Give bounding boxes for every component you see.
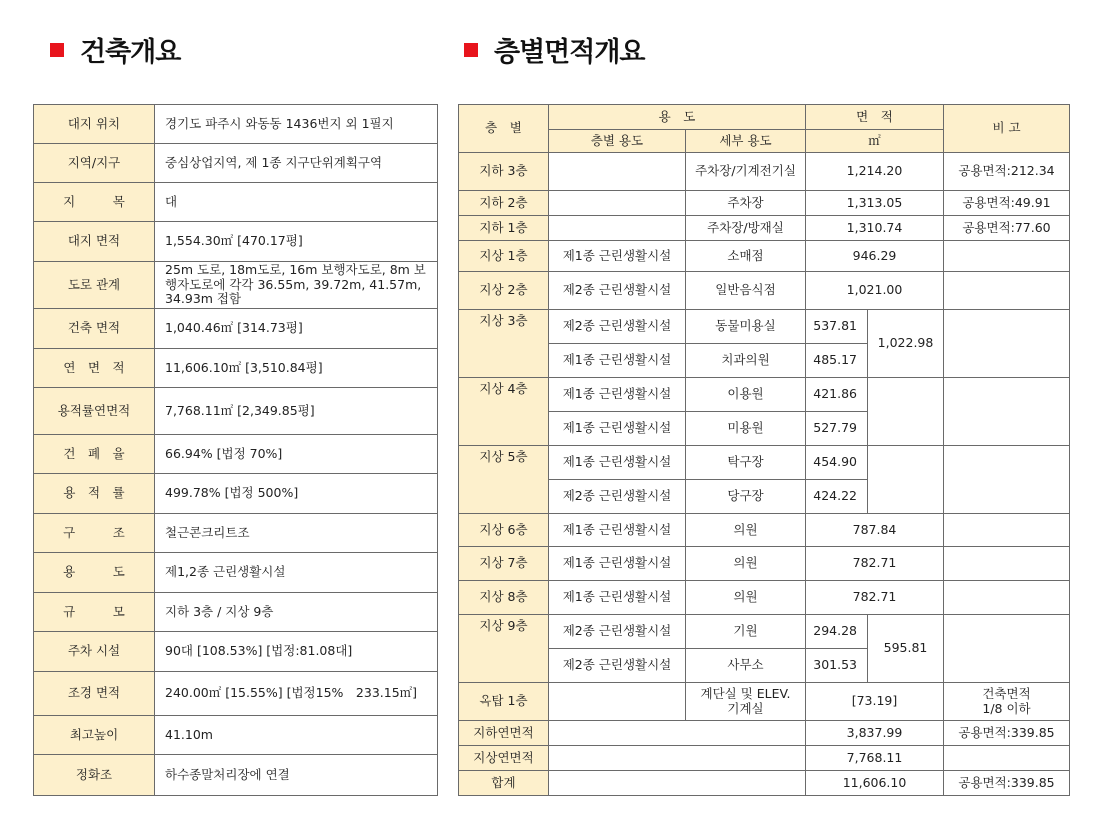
area-cell: 787.84	[806, 514, 944, 547]
floor-label: 지상 9층	[459, 615, 549, 683]
red-square-bullet-icon	[464, 43, 478, 57]
area-total-cell: 595.81	[868, 615, 944, 683]
note-cell: 공용면적:49.91	[944, 191, 1070, 216]
floor-label: 지상 6층	[459, 514, 549, 547]
area-cell: 454.90	[806, 446, 868, 480]
area-total-cell	[868, 446, 944, 514]
floor-use-cell	[549, 191, 686, 216]
summary-value: 41.10m	[155, 716, 438, 755]
note-cell: 건축면적 1/8 이하	[944, 683, 1070, 721]
table-row	[34, 672, 438, 716]
detail-use-cell: 이용원	[686, 378, 806, 412]
table-row	[459, 378, 1070, 412]
note-cell: 공용면적:339.85	[944, 771, 1070, 796]
area-cell: 537.81	[806, 310, 868, 344]
area-cell: 7,768.11	[806, 746, 944, 771]
table-row	[459, 615, 1070, 649]
note-cell	[944, 272, 1070, 310]
floor-label: 지하 1층	[459, 216, 549, 241]
floor-label: 옥탑 1층	[459, 683, 549, 721]
summary-label: 용 적 률	[34, 474, 155, 514]
table-row	[34, 593, 438, 632]
detail-use-cell: 의원	[686, 581, 806, 615]
table-row	[34, 474, 438, 514]
summary-value: 11,606.10㎡ [3,510.84평]	[155, 349, 438, 388]
detail-use-cell: 계단실 및 ELEV. 기계실	[686, 683, 806, 721]
area-cell: 946.29	[806, 241, 944, 272]
floor-use-cell: 제1종 근린생활시설	[549, 241, 686, 272]
empty-cell	[686, 721, 806, 746]
table-row	[459, 310, 1070, 344]
floor-label: 지하 3층	[459, 153, 549, 191]
header-unit: ㎡	[806, 130, 944, 153]
empty-cell	[549, 746, 686, 771]
summary-title: 건축개요	[80, 37, 181, 68]
floor-use-cell: 제2종 근린생활시설	[549, 480, 686, 514]
summary-label: 조경 면적	[34, 672, 155, 716]
summary-label: 도로 관계	[34, 262, 155, 309]
summary-value: 하수종말처리장에 연결	[155, 755, 438, 796]
table-row	[459, 683, 1070, 721]
summary-label: 용적률연면적	[34, 388, 155, 435]
floor-label: 지상 1층	[459, 241, 549, 272]
summary-value: 철근콘크리트조	[155, 514, 438, 553]
header-detail-use: 세부 용도	[686, 130, 806, 153]
summary-label: 건축 면적	[34, 309, 155, 349]
floor-use-cell: 제2종 근린생활시설	[549, 272, 686, 310]
area-cell: 1,310.74	[806, 216, 944, 241]
area-cell: 294.28	[806, 615, 868, 649]
summary-value: 240.00㎡ [15.55%] [법정15% 233.15㎡]	[155, 672, 438, 716]
area-cell: 301.53	[806, 649, 868, 683]
area-cell: 424.22	[806, 480, 868, 514]
empty-cell	[549, 721, 686, 746]
header-floor-use: 층별 용도	[549, 130, 686, 153]
floor-label: 지상 7층	[459, 547, 549, 581]
detail-use-cell: 동물미용실	[686, 310, 806, 344]
note-cell	[944, 514, 1070, 547]
floor-use-cell: 제2종 근린생활시설	[549, 615, 686, 649]
floor-label: 지상 5층	[459, 446, 549, 514]
area-cell: 782.71	[806, 547, 944, 581]
summary-body	[34, 105, 438, 796]
table-row	[459, 153, 1070, 191]
summary-label: 용 도	[34, 553, 155, 593]
table-row	[34, 222, 438, 262]
summary-label: 구 조	[34, 514, 155, 553]
summary-label: 정화조	[34, 755, 155, 796]
floor-use-cell	[549, 216, 686, 241]
floor-label: 지하 2층	[459, 191, 549, 216]
area-cell: 485.17	[806, 344, 868, 378]
area-total-cell: 1,022.98	[868, 310, 944, 378]
table-row	[459, 241, 1070, 272]
floor-use-cell: 제1종 근린생활시설	[549, 412, 686, 446]
detail-use-cell: 주차장/기계전기실	[686, 153, 806, 191]
detail-use-cell: 일반음식점	[686, 272, 806, 310]
floor-label: 지상 4층	[459, 378, 549, 446]
table-row	[459, 446, 1070, 480]
area-cell: 11,606.10	[806, 771, 944, 796]
header-use: 용 도	[549, 105, 806, 130]
summary-value: 제1,2종 근린생활시설	[155, 553, 438, 593]
table-row	[34, 514, 438, 553]
area-cell: 1,021.00	[806, 272, 944, 310]
summary-label: 대지 면적	[34, 222, 155, 262]
floor-use-cell: 제1종 근린생활시설	[549, 547, 686, 581]
summary-value: 90대 [108.53%] [법정:81.08대]	[155, 632, 438, 672]
note-cell	[944, 547, 1070, 581]
summary-label: 지 목	[34, 183, 155, 222]
floor-label: 지상 2층	[459, 272, 549, 310]
detail-use-cell: 주차장	[686, 191, 806, 216]
summary-value: 25m 도로, 18m도로, 16m 보행자도로, 8m 보행자도로에 각각 36.55m, 39.72m, 41.57m, 34.93m 접함	[155, 262, 438, 309]
table-row	[459, 746, 1070, 771]
summary-value: 499.78% [법정 500%]	[155, 474, 438, 514]
table-row	[34, 632, 438, 672]
floor-use-cell: 제1종 근린생활시설	[549, 378, 686, 412]
floor-use-cell: 제2종 근린생활시설	[549, 649, 686, 683]
detail-use-cell: 탁구장	[686, 446, 806, 480]
area-cell: 1,313.05	[806, 191, 944, 216]
note-cell: 공용면적:77.60	[944, 216, 1070, 241]
table-row	[459, 191, 1070, 216]
summary-heading	[50, 30, 180, 69]
detail-use-cell: 주차장/방재실	[686, 216, 806, 241]
header-area: 면 적	[806, 105, 944, 130]
header-floor: 층 별	[459, 105, 549, 153]
area-total-cell	[868, 378, 944, 446]
summary-value: 대	[155, 183, 438, 222]
total-label: 지하연면적	[459, 721, 549, 746]
empty-cell	[686, 771, 806, 796]
building-summary-table	[33, 104, 438, 796]
table-row	[459, 547, 1070, 581]
total-label: 지상연면적	[459, 746, 549, 771]
summary-value: 중심상업지역, 제 1종 지구단위계획구역	[155, 144, 438, 183]
detail-use-cell: 치과의원	[686, 344, 806, 378]
detail-use-cell: 의원	[686, 547, 806, 581]
area-cell: 421.86	[806, 378, 868, 412]
table-row	[34, 144, 438, 183]
area-cell: [73.19]	[806, 683, 944, 721]
note-cell	[944, 581, 1070, 615]
summary-value: 지하 3층 / 지상 9층	[155, 593, 438, 632]
area-cell: 3,837.99	[806, 721, 944, 746]
table-row	[459, 514, 1070, 547]
table-row	[34, 309, 438, 349]
detail-use-cell: 미용원	[686, 412, 806, 446]
area-cell: 1,214.20	[806, 153, 944, 191]
empty-cell	[549, 771, 686, 796]
floor-label: 지상 3층	[459, 310, 549, 378]
area-cell: 782.71	[806, 581, 944, 615]
floor-use-cell: 제1종 근린생활시설	[549, 581, 686, 615]
table-row	[459, 272, 1070, 310]
detail-use-cell: 소매점	[686, 241, 806, 272]
detail-use-cell: 당구장	[686, 480, 806, 514]
note-cell	[944, 746, 1070, 771]
table-row	[459, 581, 1070, 615]
floors-title: 층별면적개요	[494, 37, 645, 68]
note-cell	[944, 310, 1070, 378]
note-cell: 공용면적:212.34	[944, 153, 1070, 191]
table-row	[34, 183, 438, 222]
summary-label: 규 모	[34, 593, 155, 632]
table-row	[459, 771, 1070, 796]
area-cell: 527.79	[806, 412, 868, 446]
floors-heading	[464, 30, 645, 69]
detail-use-cell: 기원	[686, 615, 806, 649]
floor-use-cell: 제2종 근린생활시설	[549, 310, 686, 344]
empty-cell	[686, 746, 806, 771]
note-cell: 공용면적:339.85	[944, 721, 1070, 746]
floor-use-cell: 제1종 근린생활시설	[549, 514, 686, 547]
table-row	[34, 105, 438, 144]
note-cell	[944, 446, 1070, 514]
table-row	[34, 388, 438, 435]
detail-use-cell: 사무소	[686, 649, 806, 683]
table-row	[34, 349, 438, 388]
summary-value: 1,554.30㎡ [470.17평]	[155, 222, 438, 262]
red-square-bullet-icon	[50, 43, 64, 57]
summary-value: 7,768.11㎡ [2,349.85평]	[155, 388, 438, 435]
detail-use-cell: 의원	[686, 514, 806, 547]
note-cell	[944, 615, 1070, 683]
floor-label: 지상 8층	[459, 581, 549, 615]
summary-label: 건 폐 율	[34, 435, 155, 474]
summary-value: 66.94% [법정 70%]	[155, 435, 438, 474]
floor-use-cell	[549, 683, 686, 721]
floor-area-table	[458, 104, 1070, 796]
table-row	[459, 216, 1070, 241]
summary-label: 주차 시설	[34, 632, 155, 672]
floor-use-cell: 제1종 근린생활시설	[549, 446, 686, 480]
floor-use-cell	[549, 153, 686, 191]
summary-label: 최고높이	[34, 716, 155, 755]
table-row	[34, 435, 438, 474]
table-row	[34, 755, 438, 796]
summary-value: 경기도 파주시 와동동 1436번지 외 1필지	[155, 105, 438, 144]
table-row	[34, 262, 438, 309]
total-label: 합계	[459, 771, 549, 796]
summary-label: 연 면 적	[34, 349, 155, 388]
summary-label: 지역/지구	[34, 144, 155, 183]
header-note: 비 고	[944, 105, 1070, 153]
table-row	[459, 721, 1070, 746]
summary-value: 1,040.46㎡ [314.73평]	[155, 309, 438, 349]
floor-use-cell: 제1종 근린생활시설	[549, 344, 686, 378]
note-cell	[944, 378, 1070, 446]
table-row	[34, 553, 438, 593]
table-row	[34, 716, 438, 755]
note-cell	[944, 241, 1070, 272]
summary-label: 대지 위치	[34, 105, 155, 144]
